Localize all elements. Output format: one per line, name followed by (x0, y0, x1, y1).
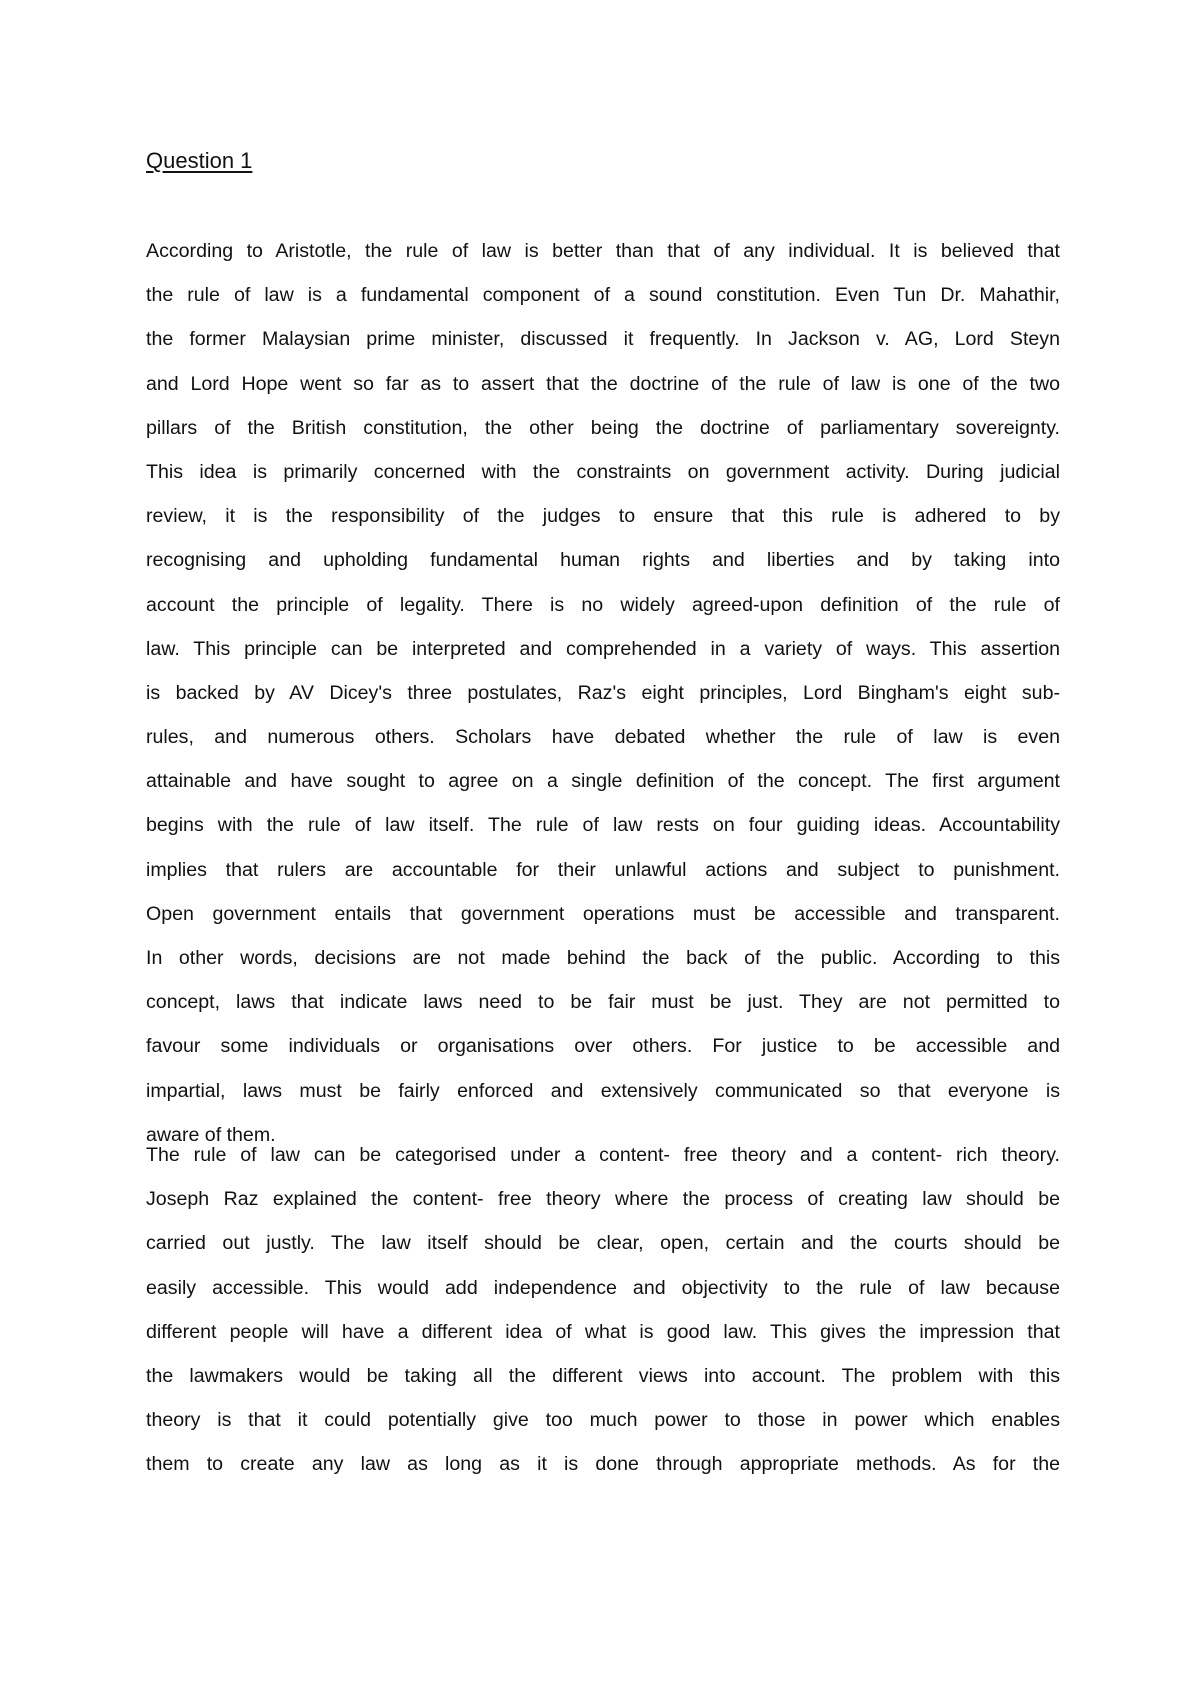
text-line: pillars of the British constitution, the other being the doctrine of parliamentary sovereignty. (146, 416, 1060, 439)
text-line: and Lord Hope went so far as to assert that the doctrine of the rule of law is one of the two (146, 372, 1060, 395)
text-line: the former Malaysian prime minister, discussed it frequently. In Jackson v. AG, Lord Steyn (146, 328, 1060, 351)
text-line: account the principle of legality. There is no widely agreed-upon definition of the rule of (146, 593, 1060, 616)
text-line: carried out justly. The law itself should be clear, open, certain and the courts should be (146, 1232, 1060, 1255)
text-line: implies that rulers are accountable for their unlawful actions and subject to punishment. (146, 858, 1060, 881)
text-line: recognising and upholding fundamental human rights and liberties and by taking into (146, 549, 1060, 572)
text-line: Open government entails that government operations must be accessible and transparent. (146, 902, 1060, 925)
text-line: theory is that it could potentially give too much power to those in power which enables (146, 1409, 1060, 1432)
text-line: the rule of law is a fundamental component of a sound constitution. Even Tun Dr. Mahathir, (146, 284, 1060, 307)
paragraph-2 (146, 1140, 1060, 1494)
paragraph-1 (146, 236, 1060, 1164)
text-line: The rule of law can be categorised under a content- free theory and a content- rich theory. (146, 1144, 1060, 1166)
text-line: aware of them. (146, 1123, 276, 1146)
text-line: rules, and numerous others. Scholars have debated whether the rule of law is even (146, 726, 1060, 749)
text-line: According to Aristotle, the rule of law is better than that of any individual. It is believed that (146, 240, 1060, 262)
text-line: impartial, laws must be fairly enforced and extensively communicated so that everyone is (146, 1079, 1060, 1102)
text-line: the lawmakers would be taking all the different views into account. The problem with this (146, 1364, 1060, 1387)
text-line: different people will have a different idea of what is good law. This gives the impression that (146, 1320, 1060, 1343)
text-line: attainable and have sought to agree on a single definition of the concept. The first argument (146, 770, 1060, 793)
text-line: This idea is primarily concerned with the constraints on government activity. During judicial (146, 460, 1060, 483)
text-line: review, it is the responsibility of the judges to ensure that this rule is adhered to by (146, 505, 1060, 528)
text-line: is backed by AV Dicey's three postulates, Raz's eight principles, Lord Bingham's eight sub- (146, 681, 1060, 704)
text-line: easily accessible. This would add independence and objectivity to the rule of law because (146, 1276, 1060, 1299)
text-line: Joseph Raz explained the content- free theory where the process of creating law should be (146, 1188, 1060, 1211)
text-line: law. This principle can be interpreted and comprehended in a variety of ways. This assertion (146, 637, 1060, 660)
question-heading: Question 1 (146, 148, 253, 173)
text-line: begins with the rule of law itself. The rule of law rests on four guiding ideas. Accountability (146, 814, 1060, 837)
text-line: concept, laws that indicate laws need to be fair must be just. They are not permitted to (146, 991, 1060, 1014)
text-line: favour some individuals or organisations over others. For justice to be accessible and (146, 1035, 1060, 1058)
text-line: In other words, decisions are not made behind the back of the public. According to this (146, 947, 1060, 969)
text-line: them to create any law as long as it is done through appropriate methods. As for the (146, 1453, 1060, 1476)
